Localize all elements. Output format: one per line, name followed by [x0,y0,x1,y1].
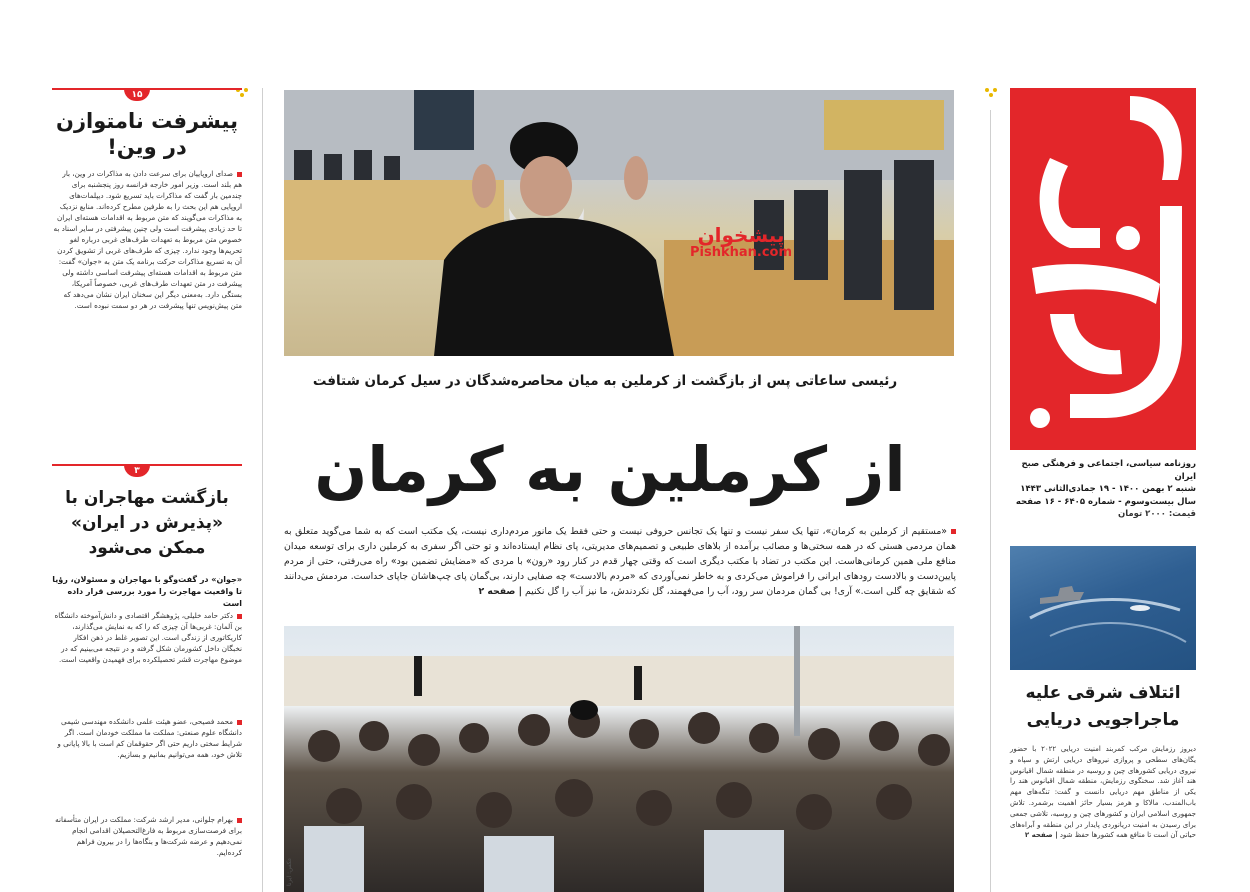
column-divider [262,88,263,892]
decorative-dots [985,88,999,98]
left-bottom-paragraph-text: بهرام جلوانی، مدیر ارشد شرکت: مملکت در ایران متأسفانه برای فرصت‌سازی مربوط به فارغ‌التحصیلان اقدامی انجام نمی‌دهیم و عرضه شرکت‌ها و بنگاه‌ها را در بیرون فراهم کرده‌ایم. [55,815,242,857]
bullet-icon [237,614,242,619]
bullet-icon [237,172,242,177]
right-column-body [1010,744,1196,841]
javan-logo-icon [1010,88,1196,450]
pishkhan-watermark [690,224,792,260]
kremlin-photo [284,90,954,356]
page-badge: ۱۵ [124,89,150,101]
left-bottom-paragraph [52,610,242,708]
left-top-headline: پیشرفت نامتوازن در وین! [56,109,238,159]
bullet-icon [237,818,242,823]
masthead-info [1010,458,1196,521]
lead-page-ref: | صفحه ۲ [478,586,523,597]
left-bottom-paragraph-text: دکتر حامد خلیلی، پژوهشگر اقتصادی و دانش‌آموخته دانشگاه بن آلمان: غربی‌ها آن چیزی که را که به نمایش می‌گذارند، کاریکاتوری از زندگی است. این تصویر غلط در ذهن افکار نخبگان داخل کشورمان شکل گرفته و در نتیجه می‌بینیم که در موضوع مهاجرت قشر تحصیلکرده برای فهمیدن واقعیت است. [54,611,242,664]
price: قیمت: ۲۰۰۰ تومان [1117,509,1196,519]
watermark-latin: Pishkhan.com [690,245,793,260]
right-column-page-ref: | صفحه ۲ [1024,831,1058,840]
page-badge: ۳ [124,465,150,477]
paper-description: روزنامه سیاسی، اجتماعی و فرهنگی صبح ایران [1021,459,1196,482]
left-bottom-paragraph [52,814,242,890]
right-column-body-text: دیروز رزمایش مرکب کمربند امنیت دریایی ۲۰۲۲ با حضور یگان‌های سطحی و پروازی نیروهای دریایی ارتش و سپاه و نیروی دریایی کشورهای چین و روسیه در منطقه شمال اقیانوس هند آغاز شد. سخنگوی رزمایش، منطقه شمال اقیانوس هند را یکی از مناطق مهم دریایی دانست و گفت: تنگه‌های مهم باب‌المندب، مالاکا و هرمز بسیار حائز اهمیت برشمرد. تلاش جمهوری اسلامی ایران و کشورهای چین و روسیه، تلاشی جمعی برای رسیدن به امنیت دریانوردی پایدار در این منطقه و آبراه‌های حیاتی آن است تا منافع همه کشورها حفظ شود [1010,745,1196,840]
left-bottom-headline: بازگشت مهاجران با «پذیرش در ایران» ممکن می‌شود [65,488,229,558]
left-bottom-story [52,486,242,561]
left-bottom-paragraph-text: محمد فصیحی، عضو هیئت علمی دانشکده مهندسی شیمی دانشگاه علوم صنعتی: مملکت ما مملکت خودمان است. اگر شرایط سختی داریم حتی اگر حقوقمان کم است با بالا پایانی و تلاش خود، همه می‌توانیم بمانیم و بسازیم. [57,717,242,759]
bullet-icon [951,529,956,534]
lead-headline: از کرملین به کرمان [314,433,906,506]
masthead-logo [1010,88,1196,450]
bullet-icon [237,720,242,725]
left-bottom-paragraph [52,716,242,806]
left-top-body [52,168,242,454]
issue-number: سال بیست‌وسوم - شماره ۶۴۰۵ - ۱۶ صفحه [1015,496,1196,507]
left-top-body-text: صدای اروپاییان برای سرعت دادن به مذاکرات در وین، بار هم بلند است. وزیر امور خارجه فرانسه روز پنجشنبه برای چندمین بار گفت که مذاکرات باید تسریع شود. دیپلمات‌های اروپایی هم این بحث را به طرفین مطرح کرده‌اند. منابع نزدیک به مذاکرات می‌گویند که متن مربوط به اقدامات هسته‌ای ایران تا حد زیادی پیشرفت است ولی چنین پیشرفتی در سایر اسناد به خصوص متن مربوط به تعهدات طرف‌های غربی درباره لغو تحریم‌ها وجود ندارد. چیزی که طرف‌های غربی از تشویق کردن آن به تسریع مذاکرات حرکت برنامه یک متن به «جوان» گفت: متن مربوط به اقدامات هسته‌ای پیشرفت اساسی داشته ولی پیشرفت در متن تعهدات طرف‌های غربی، خصوصاً آمریکا، بستگی دارد. به‌معنی دیگر این سخنان ایران نشان می‌دهد که متن پیش‌نویس تنها پیشرفت در هر دو سمت نبوده است. [53,169,242,310]
issue-date: شنبه ۲ بهمن ۱۴۰۰ - ۱۹ جمادی‌الثانی ۱۴۴۳ [1020,484,1196,494]
lead-body [284,524,956,599]
kerman-crowd-photo [284,626,954,892]
lead-subhead: رئیسی ساعاتی پس از بازگشت از کرملین به میان محاصره‌شدگان در سیل کرمان شتافت [312,373,898,389]
naval-exercise-photo [1010,546,1196,670]
left-bottom-dek: «جوان» در گفت‌وگو با مهاجران و مسئولان، رؤیا تا واقعیت مهاجرت را مورد بررسی قرار داده است [52,575,242,608]
right-column-headline: ائتلاف شرقی علیه ماجراجویی دریایی [1025,683,1181,730]
lead-body-text: «مستقیم از کرملین به کرمان»، تنها یک سفر نیست و تنها یک تجانس حروفی نیست و حتی فقط یک مانور مردم‌داری نیست، یک مکتب است که به شما می‌گوید متعلق به همان مردمی هستی که در همه سختی‌ها و مصائب برآمده از بلاهای طبیعی و تصمیم‌های مدیریتی، پای نظام ایستاده‌اند و تو حتی اگر سفری به کرملین داری برای توسعه میدان منافع ملی همین کرمانی‌هاست. این مکتب در تضاد با مکتب دیگری است که وقتی چهار قدم در کنار رود «رون» با مردی که «مضایش تضمین بود» راه می‌رفتی، حتی از مردم پایین‌دست و بالادست رودهای ایرانی را فراموش می‌کردی و به خاطر نمی‌آوردی که «مردم بالادست» چه صفایی دارند، بی‌گمان پای چپ‌هاشان جاپای خداست. مردمش می‌دانند که شقایق چه گلی است.» آری! بی گمان مردمان سر رود، آب را می‌فهمند، گل نکردندش، ما نیز آب را گل نکنیم [284,526,956,597]
column-divider [990,110,991,892]
photo-credit: عکس: ایرنا [286,857,293,886]
watermark-persian: پیشخوان [697,223,785,247]
left-top-story [52,108,242,160]
